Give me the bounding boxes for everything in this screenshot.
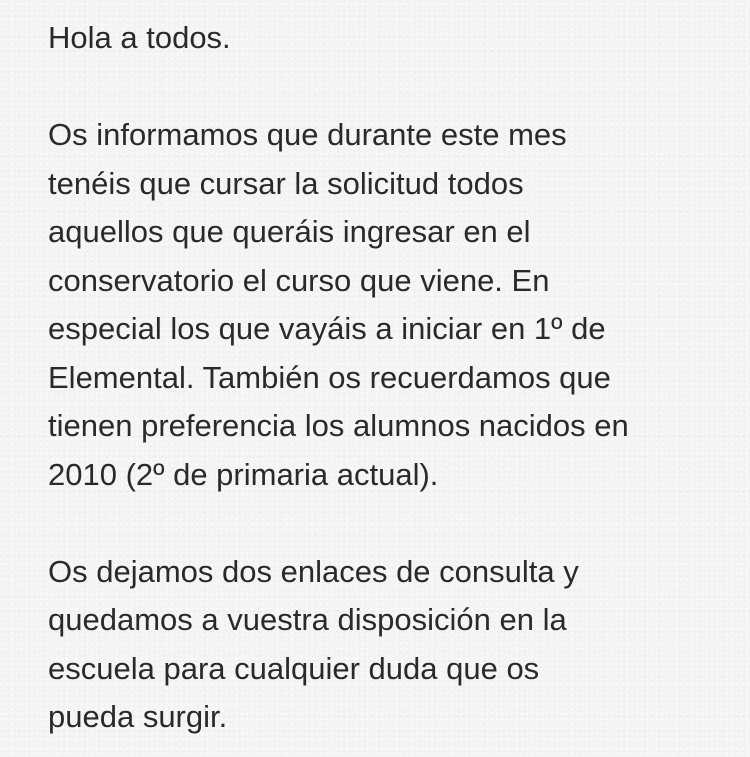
- paragraph-line: aquellos que queráis ingresar en el: [48, 214, 531, 249]
- paragraph-line: especial los que vayáis a iniciar en 1º de: [48, 311, 606, 346]
- paragraph-line: Elemental. También os recuerdamos que: [48, 359, 611, 395]
- blank-line: [48, 499, 738, 548]
- paragraph-line: tienen preferencia los alumnos nacidos en: [48, 408, 629, 443]
- paragraph-line: escuela para cualquier duda que os: [48, 650, 540, 686]
- note-body: [48, 14, 738, 742]
- greeting-line: Hola a todos.: [48, 20, 231, 55]
- paragraph-line: pueda surgir.: [48, 699, 228, 734]
- paragraph-line: Os informamos que durante este mes: [48, 117, 567, 152]
- paragraph-line: 2010 (2º de primaria actual).: [48, 456, 439, 492]
- paragraph-announcement: [48, 111, 738, 499]
- paragraph-line: tenéis que cursar la solicitud todos: [48, 165, 524, 201]
- paragraph-line: conservatorio el curso que viene. En: [48, 262, 550, 298]
- paragraph-line: Os dejamos dos enlaces de consulta y: [48, 553, 579, 589]
- paragraph-links: [48, 548, 738, 742]
- paragraph-line: quedamos a vuestra disposición en la: [48, 602, 567, 637]
- blank-line: [48, 63, 738, 112]
